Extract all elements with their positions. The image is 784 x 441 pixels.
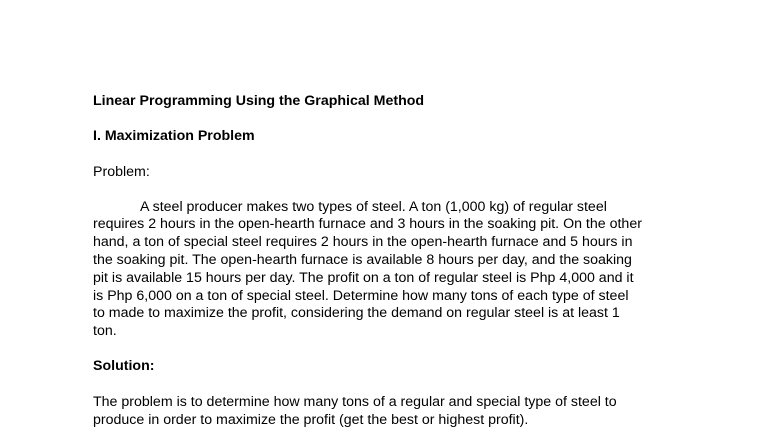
- problem-line: ton.: [93, 323, 117, 339]
- problem-line: is Php 6,000 on a ton of special steel. Determine how many tons of each type of steel: [93, 288, 629, 304]
- problem-line: hand, a ton of special steel requires 2 hours in the open-hearth furnace and 5 hours in: [93, 234, 633, 250]
- problem-line: the soaking pit. The open-hearth furnace is available 8 hours per day, and the soaking: [93, 252, 632, 268]
- problem-line: to made to maximize the profit, considering the demand on regular steel is at least 1: [93, 305, 620, 321]
- problem-line: requires 2 hours in the open-hearth furnace and 3 hours in the soaking pit. On the other: [93, 216, 642, 232]
- problem-line: A steel producer makes two types of steel. A ton (1,000 kg) of regular steel: [140, 199, 607, 215]
- problem-label: Problem:: [93, 164, 150, 180]
- solution-line: produce in order to maximize the profit (get the best or highest profit).: [93, 412, 529, 428]
- solution-line: The problem is to determine how many tons of a regular and special type of steel to: [93, 394, 617, 410]
- problem-line: pit is available 15 hours per day. The profit on a ton of regular steel is Php 4,000 and it: [93, 270, 634, 286]
- solution-label: Solution:: [93, 358, 155, 374]
- document-title: Linear Programming Using the Graphical Method: [93, 93, 425, 109]
- section-heading: I. Maximization Problem: [93, 128, 255, 144]
